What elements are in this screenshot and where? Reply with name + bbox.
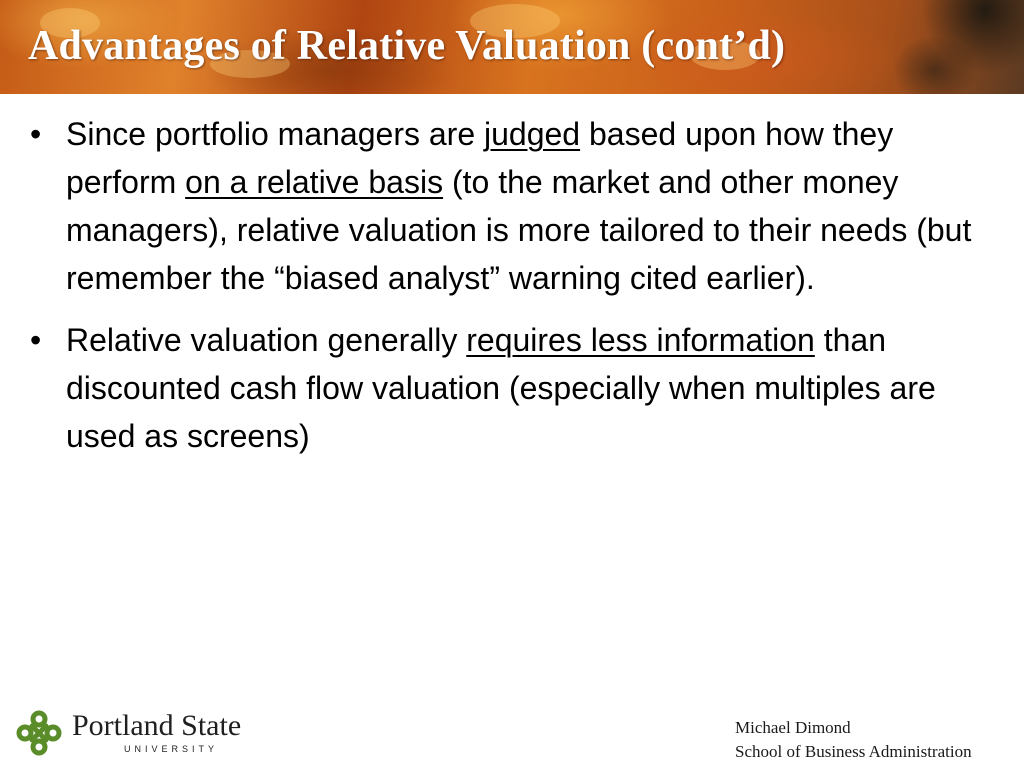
psu-knot-icon xyxy=(16,710,62,756)
bullet-text: Relative valuation generally xyxy=(66,322,467,358)
bullet-text: Since portfolio managers are xyxy=(66,116,484,152)
bullet-symbol: • xyxy=(30,322,42,358)
footer-department: School of Business Administration xyxy=(735,742,972,761)
title-banner xyxy=(0,0,1024,94)
bullet-text: (to the market and other money managers), relative valuation is more tailored to their needs (but remember the “biased analyst” warning cited earlier). xyxy=(66,164,972,296)
bullet-list xyxy=(28,110,978,474)
slide-title: Advantages of Relative Valuation (cont’d) xyxy=(28,23,786,69)
bullet-item xyxy=(28,110,978,302)
underlined-term: requires less information xyxy=(466,322,815,358)
logo-subtitle: UNIVERSITY xyxy=(124,744,219,754)
footer-author: Michael Dimond xyxy=(735,718,851,737)
footer-credit xyxy=(735,716,972,764)
bullet-text: than discounted cash flow valuation (especially when multiples are used as screens) xyxy=(66,322,936,454)
university-logo xyxy=(16,708,276,760)
logo-wordmark: Portland State xyxy=(72,709,242,742)
bullet-text: based upon how they perform xyxy=(66,116,894,200)
bullet-symbol: • xyxy=(30,116,42,152)
underlined-term: judged xyxy=(484,116,581,152)
bullet-item xyxy=(28,316,978,460)
underlined-term: on a relative basis xyxy=(185,164,444,200)
